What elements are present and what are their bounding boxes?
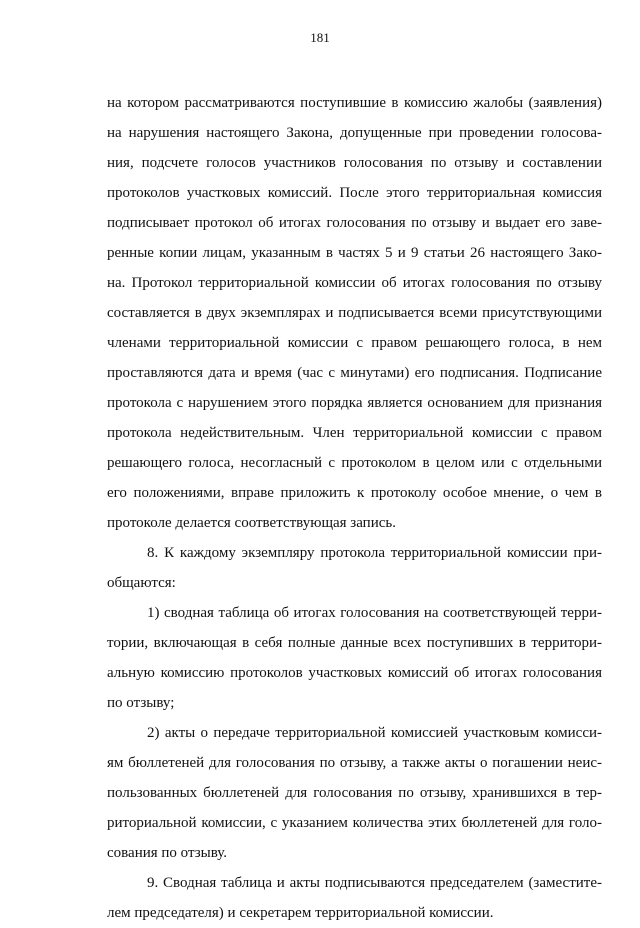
text-line: составляется в двух экземплярах и подписывается всеми присутствующими	[107, 305, 602, 321]
text-line: протоколов участковых комиссий. После этого территориальная комиссия	[107, 185, 602, 201]
text-line: лем председателя) и секретарем территориальной комиссии.	[107, 905, 494, 921]
text-line: протокола недействительным. Член территориальной комиссии с правом	[107, 425, 602, 441]
text-line: проставляются дата и время (час с минутами) его подписания. Подписание	[107, 365, 602, 381]
text-line: на котором рассматриваются поступившие в комиссию жалобы (заявления)	[107, 95, 602, 111]
text-line: ям бюллетеней для голосования по отзыву, а также акты о погашении неис-	[107, 755, 602, 771]
page-number: 181	[310, 30, 330, 45]
text-line: ренные копии лицам, указанным в частях 5 и 9 статьи 26 настоящего Зако-	[107, 245, 602, 261]
text-line: сования по отзыву.	[107, 845, 228, 861]
text-line: по отзыву;	[107, 695, 175, 711]
text-line: его положениями, вправе приложить к протоколу особое мнение, о чем в	[107, 485, 602, 501]
text-line: альную комиссию протоколов участковых комиссий об итогах голосования	[107, 665, 602, 681]
text-line: членами территориальной комиссии с правом решающего голоса, в нем	[107, 335, 602, 351]
text-line: на нарушения настоящего Закона, допущенные при проведении голосова-	[107, 125, 602, 141]
text-line: протокола с нарушением этого порядка является основанием для признания	[107, 395, 602, 411]
document-body	[107, 88, 602, 928]
text-line: подписывает протокол об итогах голосования по отзыву и выдает его заве-	[107, 215, 602, 231]
text-line: риториальной комиссии, с указанием количества этих бюллетеней для голо-	[107, 815, 602, 831]
text-line: 2) акты о передаче территориальной комиссией участковым комисси-	[147, 725, 602, 741]
text-line: 1) сводная таблица об итогах голосования на соответствующей терри-	[147, 605, 602, 621]
text-line: пользованных бюллетеней для голосования по отзыву, хранившихся в тер-	[107, 785, 602, 801]
text-line: 9. Сводная таблица и акты подписываются председателем (заместите-	[147, 875, 602, 891]
text-line: на. Протокол территориальной комиссии об итогах голосования по отзыву	[107, 275, 602, 291]
text-line: протоколе делается соответствующая запись.	[107, 515, 396, 531]
text-line: общаются:	[107, 575, 176, 591]
text-line: ния, подсчете голосов участников голосования по отзыву и составлении	[107, 155, 602, 171]
text-line: тории, включающая в себя полные данные всех поступивших в территори-	[107, 635, 602, 651]
text-line: 8. К каждому экземпляру протокола территориальной комиссии при-	[147, 545, 602, 561]
text-line: решающего голоса, несогласный с протоколом в целом или с отдельными	[107, 455, 602, 471]
